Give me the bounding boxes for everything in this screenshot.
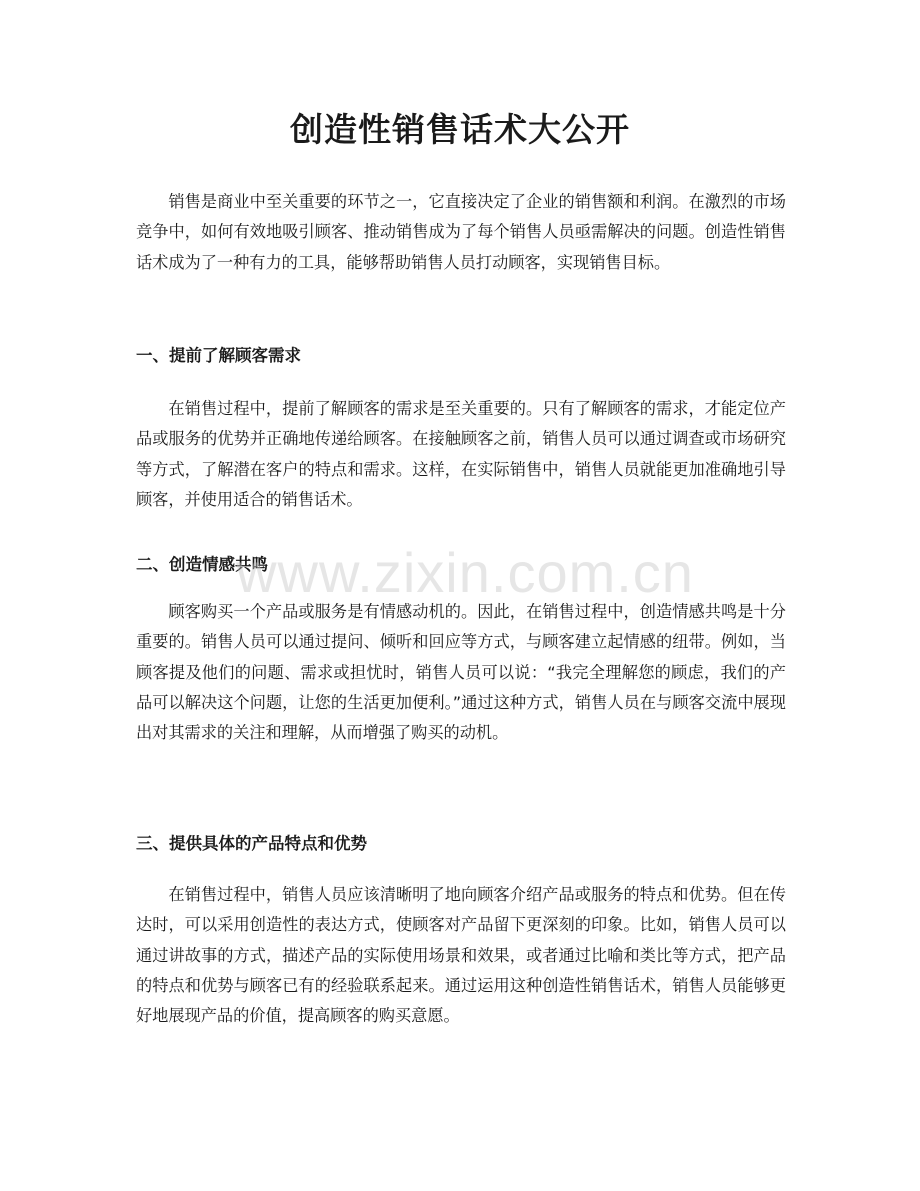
page-title: 创造性销售话术大公开 bbox=[290, 110, 630, 149]
section-3-body: 在销售过程中，销售人员应该清晰明了地向顾客介绍产品或服务的特点和优势。但在传达时，可以采用创造性的表达方式，使顾客对产品留下更深刻的印象。比如，销售人员可以通过讲故事的方式，描述产品的实际使用场景和效果，或者通过比喻和类比等方式，把产品的特点和优势与顾客已有的经验联系起来。通过运用这种创造性销售话术，销售人员能够更好地展现产品的价值，提高顾客的购买意愿。 bbox=[136, 885, 786, 1026]
section-1-body: 在销售过程中，提前了解顾客的需求是至关重要的。只有了解顾客的需求，才能定位产品或服务的优势并正确地传递给顾客。在接触顾客之前，销售人员可以通过调查或市场研究等方式，了解潜在客户的特点和需求。这样，在实际销售中，销售人员就能更加准确地引导顾客，并使用适合的销售话术。 bbox=[136, 399, 786, 509]
watermark: www.zixin.com.cn bbox=[236, 541, 694, 604]
intro-paragraph: 销售是商业中至关重要的环节之一，它直接决定了企业的销售额和利润。在激烈的市场竞争中，如何有效地吸引顾客、推动销售成为了每个销售人员亟需解决的问题。创造性销售话术成为了一种有力的工具，能够帮助销售人员打动顾客，实现销售目标。 bbox=[136, 192, 786, 272]
section-1-heading: 一、提前了解顾客需求 bbox=[136, 346, 301, 365]
section-3-heading: 三、提供具体的产品特点和优势 bbox=[136, 834, 367, 853]
section-2-heading: 二、创造情感共鸣 bbox=[136, 555, 268, 574]
section-2-body: 顾客购买一个产品或服务是有情感动机的。因此，在销售过程中，创造情感共鸣是十分重要的。销售人员可以通过提问、倾听和回应等方式，与顾客建立起情感的纽带。例如，当顾客提及他们的问题、需求或担忧时，销售人员可以说：“我完全理解您的顾虑，我们的产品可以解决这个问题，让您的生活更加便利。”通过这种方式，销售人员在与顾客交流中展现出对其需求的关注和理解，从而增强了购买的动机。 bbox=[136, 602, 786, 743]
